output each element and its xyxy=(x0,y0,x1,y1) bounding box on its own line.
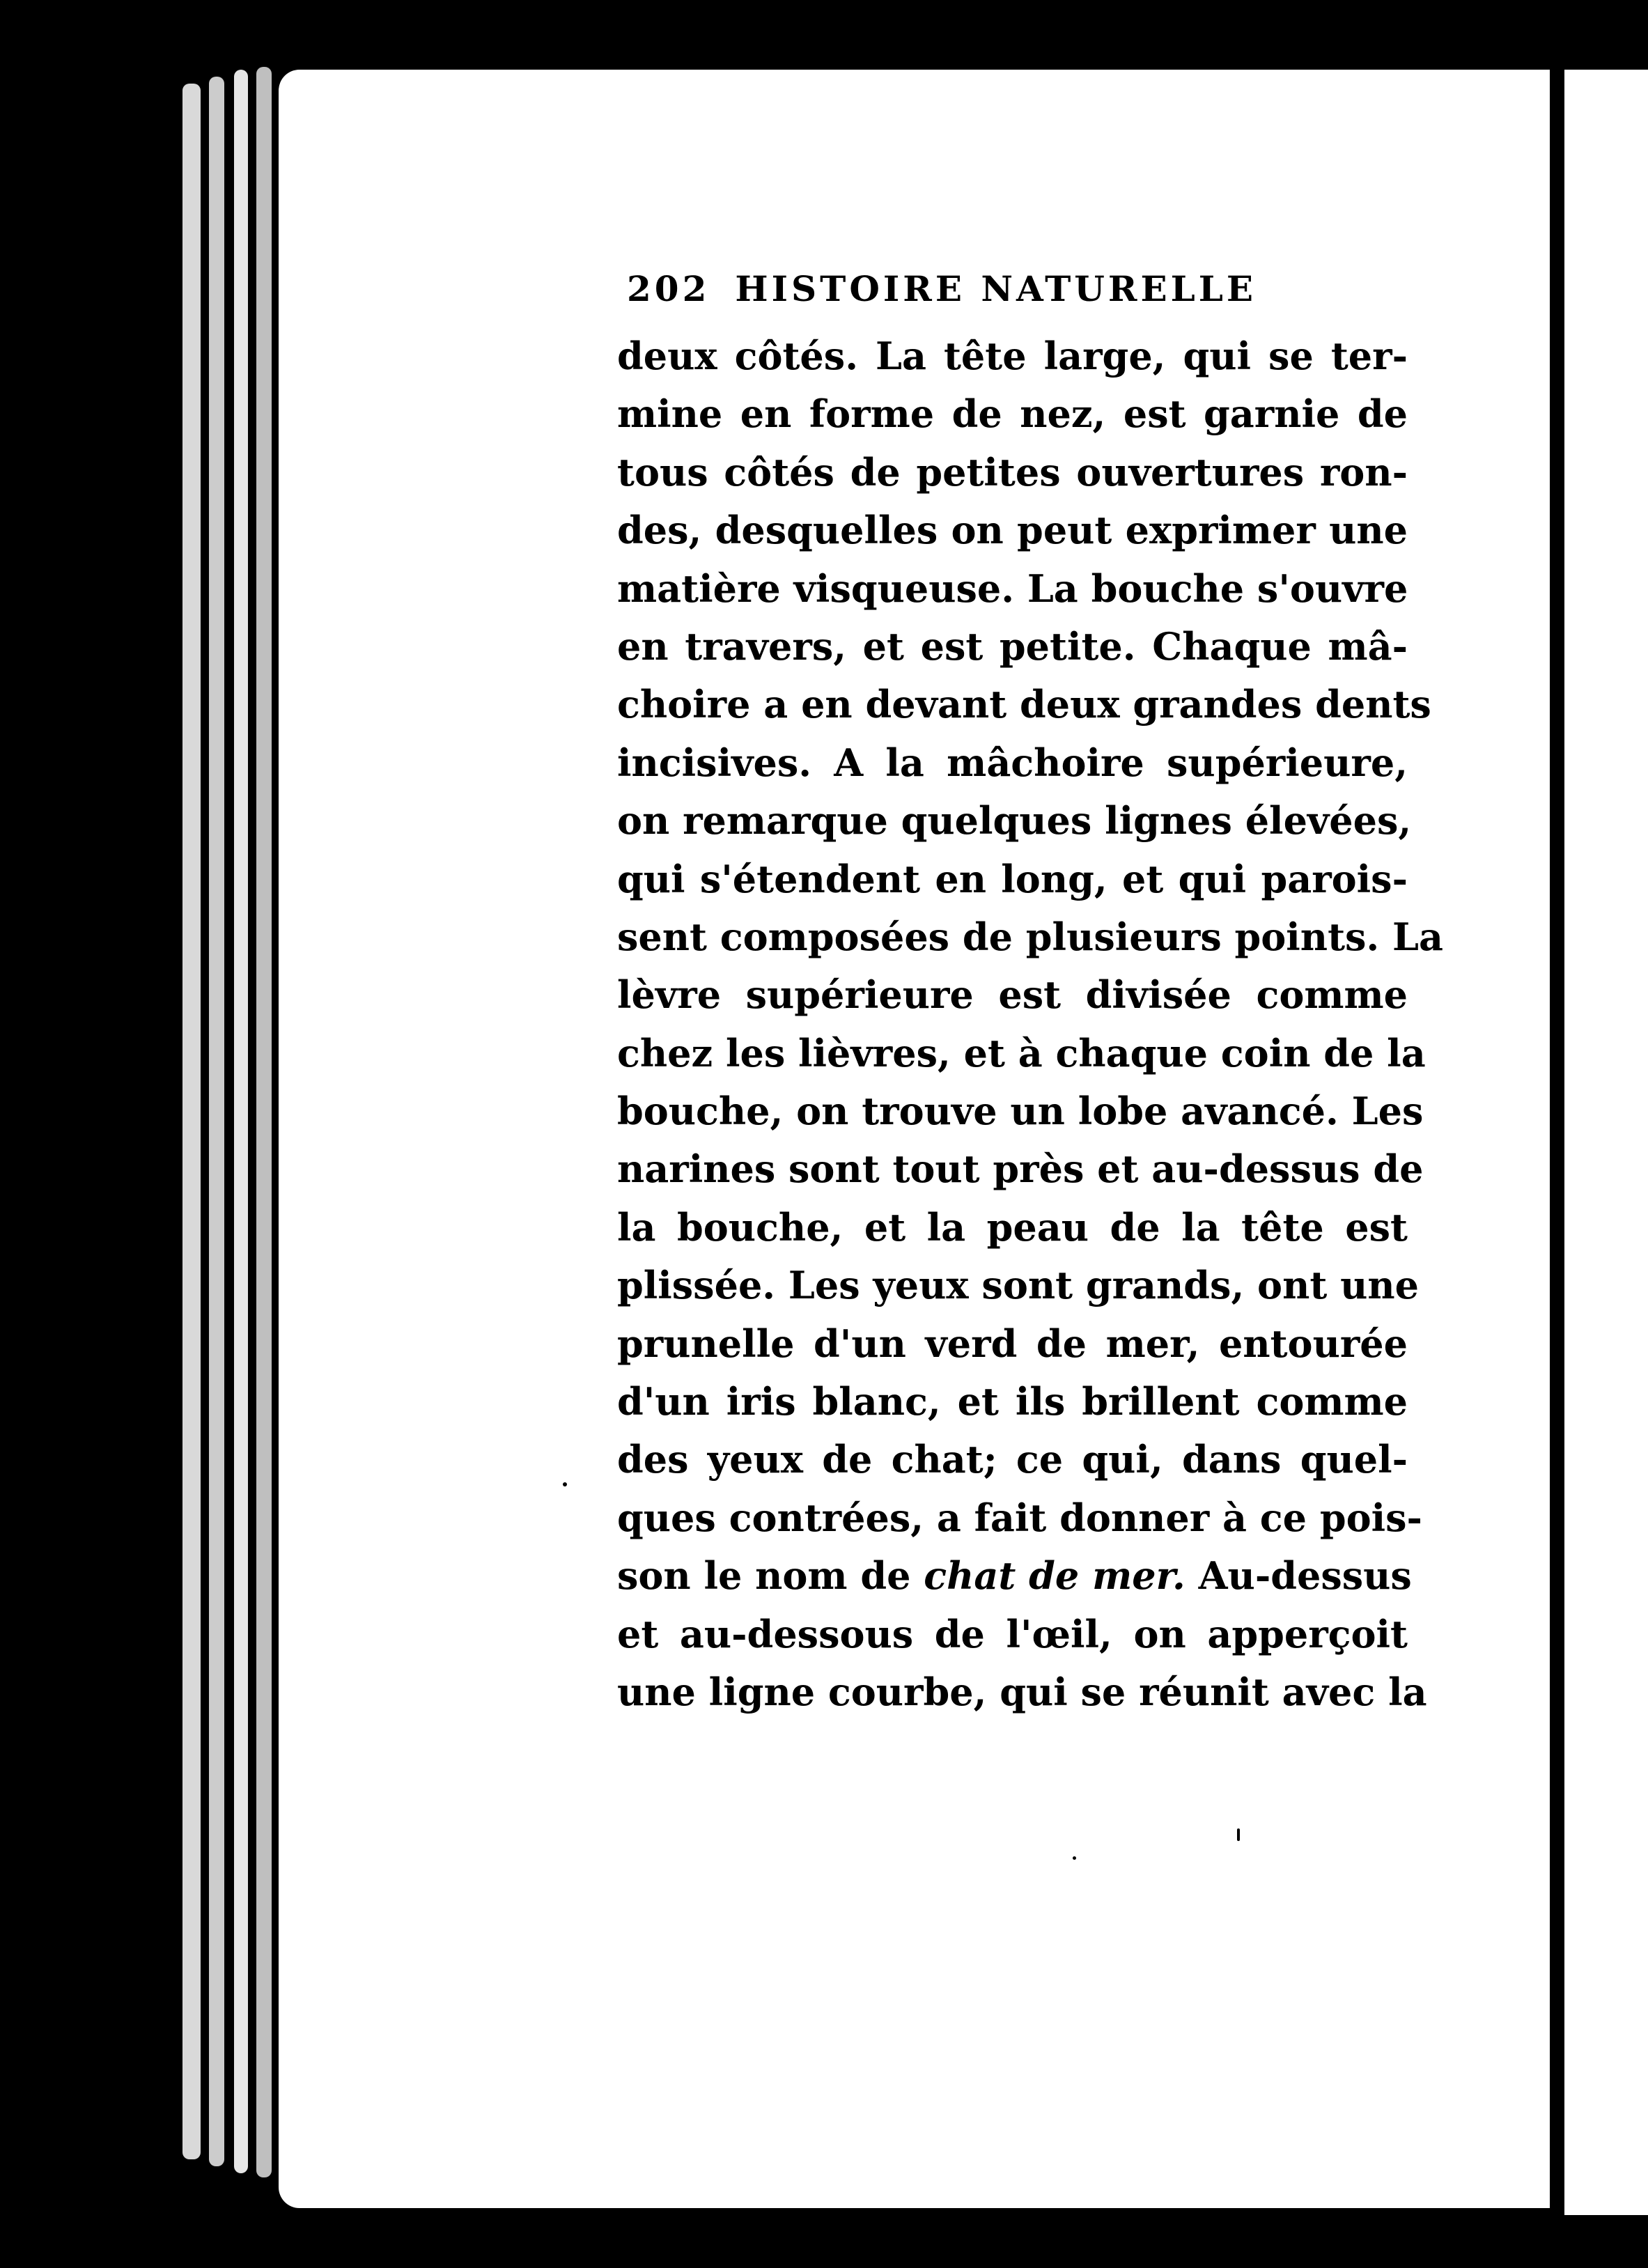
text-line: qui s'étendent en long, et qui parois- xyxy=(617,856,1408,901)
text-line: bouche, on trouve un lobe avancé. Les xyxy=(617,1089,1424,1134)
text-line: une ligne courbe, qui se réunit avec la xyxy=(617,1669,1427,1714)
text-line: la bouche, et la peau de la tête est xyxy=(617,1204,1408,1250)
page-edge xyxy=(256,67,272,2177)
running-header xyxy=(627,268,1407,309)
text-line: sent composées de plusieurs points. La xyxy=(617,914,1443,959)
facing-page-edge xyxy=(1564,70,1648,2215)
text-line: ques contrées, a fait donner à ce pois- xyxy=(617,1495,1422,1540)
text-line: choire a en devant deux grandes dents xyxy=(617,682,1431,727)
text-line: narines sont tout près et au-dessus de xyxy=(617,1147,1424,1192)
text-line: prunelle d'un verd de mer, entourée xyxy=(617,1321,1408,1366)
text-line: mine en forme de nez, est garnie de xyxy=(617,391,1408,437)
scan-speck xyxy=(1237,1828,1240,1841)
text-segment: son le nom de xyxy=(617,1553,924,1599)
body-text xyxy=(617,327,1443,1721)
text-line: des yeux de chat; ce qui, dans quel- xyxy=(617,1437,1408,1482)
running-title: HISTOIRE NATURELLE xyxy=(735,268,1257,309)
text-line xyxy=(617,1547,1412,1605)
page-edge xyxy=(234,70,248,2173)
scan-speck xyxy=(1073,1856,1076,1860)
text-line: matière visqueuse. La bouche s'ouvre xyxy=(617,566,1408,611)
text-line: des, desquelles on peut exprimer une xyxy=(617,508,1408,553)
text-line: incisives. A la mâchoire supérieure, xyxy=(617,740,1408,785)
text-line: on remarque quelques lignes élevées, xyxy=(617,798,1412,844)
text-line: tous côtés de petites ouvertures ron- xyxy=(617,449,1408,495)
page-number: 202 xyxy=(627,268,710,309)
italic-term: chat de mer. xyxy=(924,1553,1186,1599)
text-line: en travers, et est petite. Chaque mâ- xyxy=(617,623,1408,669)
text-line: plissée. Les yeux sont grands, ont une xyxy=(617,1263,1419,1308)
page-edge xyxy=(209,77,224,2166)
text-line: lèvre supérieure est divisée comme xyxy=(617,972,1408,1018)
text-line: chez les lièvres, et à chaque coin de la xyxy=(617,1030,1426,1075)
text-line: d'un iris blanc, et ils brillent comme xyxy=(617,1379,1408,1424)
page-edge xyxy=(182,84,201,2159)
text-segment: Au-dessus xyxy=(1185,1553,1412,1599)
text-line: et au-dessous de l'œil, on apperçoit xyxy=(617,1611,1408,1656)
text-line: deux côtés. La tête large, qui se ter- xyxy=(617,334,1408,378)
book-gutter xyxy=(1552,70,1564,2215)
scan-speck xyxy=(563,1482,567,1486)
